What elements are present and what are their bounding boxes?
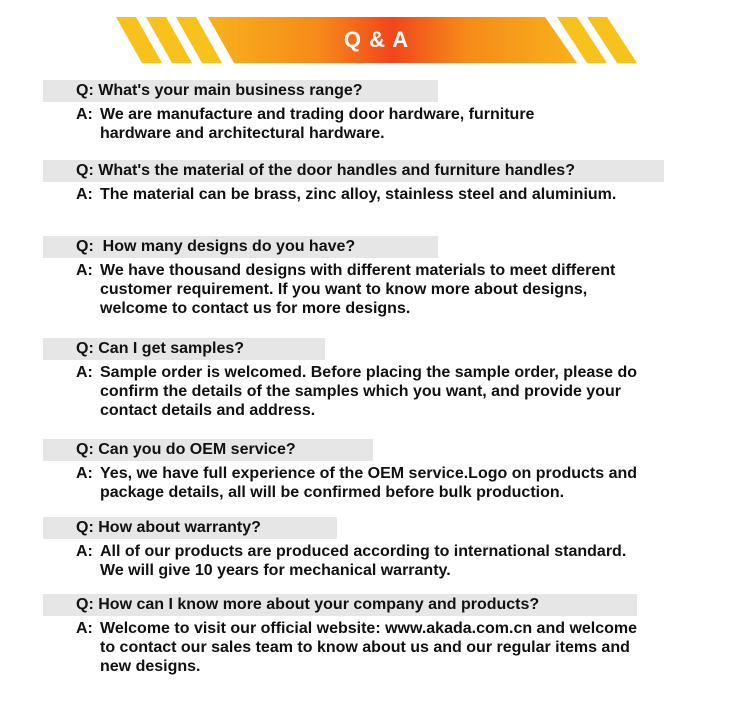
question-bar <box>43 338 325 360</box>
answer-text: Welcome to visit our official website: www.akada.com.cn and welcome to contact our sales team to know about us and our regular items and new designs. <box>100 620 638 675</box>
answer-row <box>43 261 615 318</box>
question-bar <box>43 517 337 539</box>
question-prefix: Q: <box>76 162 94 179</box>
qa-item <box>43 439 637 502</box>
question-bar <box>43 160 664 182</box>
question-bar <box>43 80 438 102</box>
qa-item <box>43 517 626 580</box>
answer-row <box>43 619 637 676</box>
answer-prefix: A: <box>76 364 93 381</box>
question-text: Can you do OEM service? <box>98 441 296 458</box>
question-bar <box>43 439 373 461</box>
question-prefix: Q: <box>76 340 94 357</box>
answer-prefix: A: <box>76 262 93 279</box>
answer-prefix: A: <box>76 543 93 560</box>
qa-item <box>43 594 637 676</box>
answer-row <box>43 363 637 420</box>
answer-text: We have thousand designs with different materials to meet different customer requirement. If you want to know more about designs, welcome to contact us for more designs. <box>100 262 616 317</box>
answer-text: Sample order is welcomed. Before placing the sample order, please do confirm the details of the samples which you want, and provide your contact details and address. <box>100 364 638 419</box>
question-text: How about warranty? <box>98 519 261 536</box>
question-text: Can I get samples? <box>98 340 245 357</box>
banner-title: Q & A <box>343 27 410 52</box>
answer-prefix: A: <box>76 620 93 637</box>
qa-item <box>43 160 664 204</box>
answer-text: All of our products are produced according to international standard. We will give 10 years for mechanical warranty. <box>100 543 627 579</box>
question-text: What's your main business range? <box>98 82 363 99</box>
answer-text: We are manufacture and trading door hardware, furniture hardware and architectural hardware. <box>100 106 535 142</box>
answer-prefix: A: <box>76 106 93 123</box>
qa-item <box>43 236 615 318</box>
qa-banner <box>116 17 637 63</box>
qa-item <box>43 80 534 143</box>
question-prefix: Q: <box>76 82 94 99</box>
answer-prefix: A: <box>76 465 93 482</box>
question-bar <box>43 594 637 616</box>
answer-row <box>43 105 534 143</box>
qa-item <box>43 338 637 420</box>
question-prefix: Q: <box>76 596 94 613</box>
answer-prefix: A: <box>76 186 93 203</box>
question-text: What's the material of the door handles and furniture handles? <box>98 162 575 179</box>
question-text: How many designs do you have? <box>98 238 356 255</box>
question-text: How can I know more about your company and products? <box>98 596 540 613</box>
question-prefix: Q: <box>76 441 94 458</box>
answer-row <box>43 464 637 502</box>
question-prefix: Q: <box>76 519 94 536</box>
answer-row <box>43 542 626 580</box>
question-prefix: Q: <box>76 238 94 255</box>
answer-text: Yes, we have full experience of the OEM service.Logo on products and package details, all will be confirmed before bulk production. <box>100 465 638 501</box>
answer-row <box>43 185 664 204</box>
answer-text: The material can be brass, zinc alloy, stainless steel and aluminium. <box>100 186 617 203</box>
question-bar <box>43 236 438 258</box>
